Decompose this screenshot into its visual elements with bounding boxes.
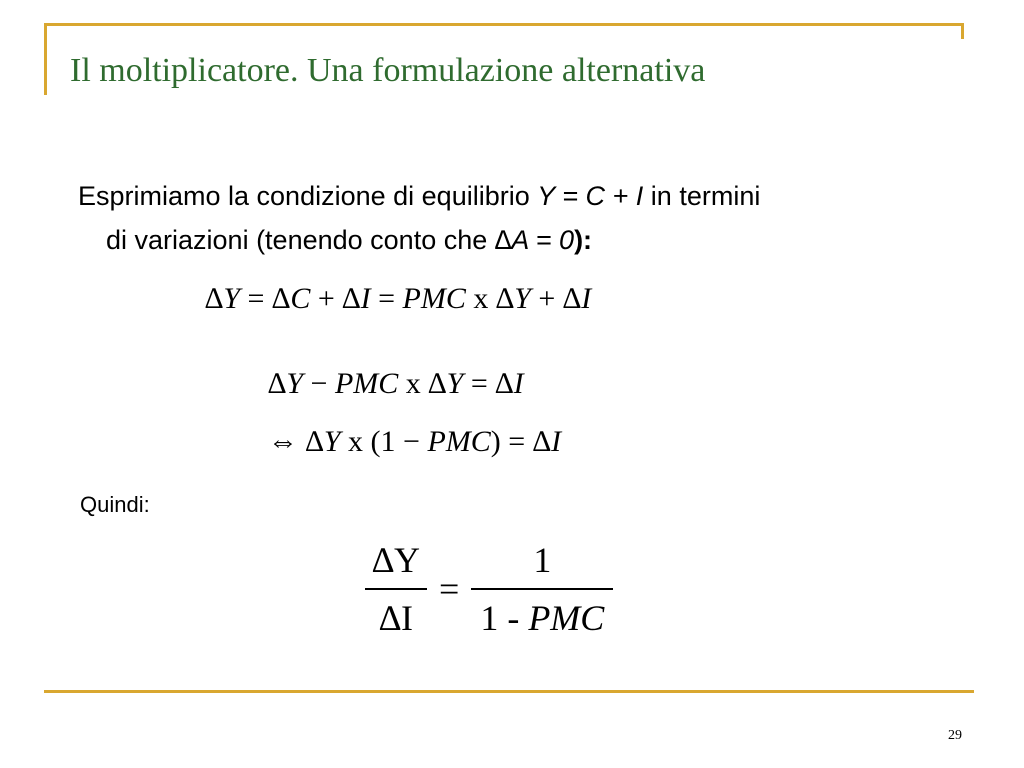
fraction-left-numerator: ∆Y <box>371 540 421 580</box>
fraction-right-denominator: 1 - PMC <box>480 598 605 638</box>
fraction-delta-y-over-delta-i <box>365 538 427 640</box>
frame-left-line <box>44 23 47 95</box>
slide-title: Il moltiplicatore. Una formulazione alternativa <box>70 52 706 89</box>
equation-3: ⇔ ∆Y x (1 − PMC) = ∆I <box>268 425 562 458</box>
quindi-label: Quindi: <box>80 492 150 517</box>
fraction-right-bar <box>471 588 613 590</box>
fraction-left-denominator: ∆I <box>378 598 413 638</box>
frame-top-line <box>44 23 964 26</box>
bullet-line2-before: di variazioni (tenendo conto che <box>106 225 495 255</box>
equation-2: ∆Y − PMC x ∆Y = ∆I <box>268 367 524 400</box>
frame-bottom-line <box>44 690 974 693</box>
fraction-left-bar <box>365 588 427 590</box>
fraction-right-numerator: 1 <box>533 540 552 580</box>
multiplier-formula <box>365 538 613 640</box>
fraction-multiplier <box>471 538 613 640</box>
bullet-line2-after: ): <box>574 225 593 255</box>
equals-sign: = <box>439 569 460 609</box>
equation-1: ∆Y = ∆C + ∆I = PMC x ∆Y + ∆I <box>205 282 592 315</box>
bullet-text <box>78 174 998 262</box>
bullet-text-middle: in termini <box>643 181 761 211</box>
bullet-line-2 <box>78 218 998 262</box>
equilibrium-condition: Y = C + I <box>537 181 644 211</box>
frame-right-tick <box>961 23 964 39</box>
page-number: 29 <box>948 728 962 743</box>
bullet-text-before: Esprimiamo la condizione di equilibrio <box>78 181 538 211</box>
delta-condition: ∆A = 0 <box>494 225 575 255</box>
